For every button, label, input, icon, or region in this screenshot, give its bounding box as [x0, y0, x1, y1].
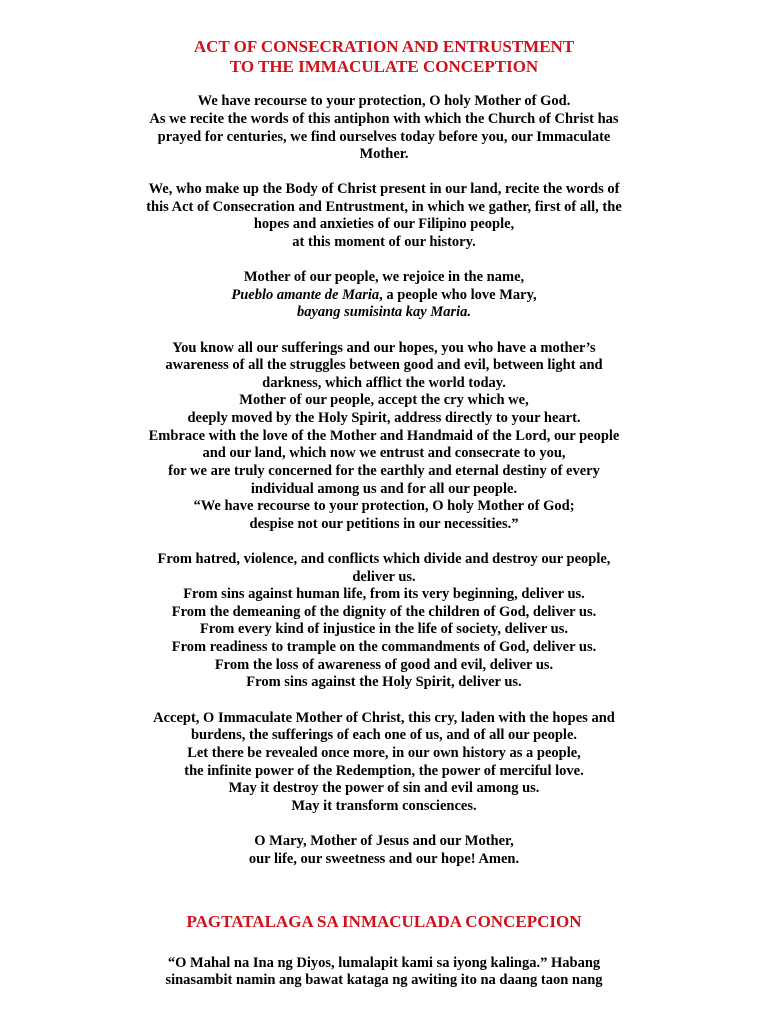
- paragraph3-line2-rest: , a people who love Mary,: [379, 287, 537, 303]
- paragraph4-line: You know all our sufferings and our hopes, you who have a mother’s: [172, 340, 596, 356]
- paragraph7-line: O Mary, Mother of Jesus and our Mother,: [254, 833, 514, 849]
- paragraph4-line: darkness, which afflict the world today.: [262, 375, 506, 391]
- paragraph1-line: prayed for centuries, we find ourselves today before you, our Immaculate: [157, 129, 611, 145]
- paragraph4-line: for we are truly concerned for the earthly and eternal destiny of every: [168, 463, 600, 479]
- paragraph5-line: From sins against human life, from its very beginning, deliver us.: [183, 586, 585, 602]
- paragraph4-line: “We have recourse to your protection, O holy Mother of God;: [193, 498, 575, 514]
- paragraph4-line: Mother of our people, accept the cry which we,: [239, 392, 529, 408]
- italic-phrase: Pueblo amante de Maria: [231, 287, 380, 303]
- paragraph3-line: bayang sumisinta kay Maria.: [296, 304, 472, 320]
- paragraph5-line: From readiness to trample on the commandments of God, deliver us.: [171, 639, 597, 655]
- paragraph2-line: We, who make up the Body of Christ present in our land, recite the words of: [148, 181, 620, 197]
- paragraph4-line: despise not our petitions in our necessities.”: [249, 516, 519, 532]
- paragraph6-line: burdens, the sufferings of each one of us, and of all our people.: [190, 727, 578, 743]
- paragraph5-line: deliver us.: [352, 569, 416, 585]
- paragraph1-line: As we recite the words of this antiphon with which the Church of Christ has: [149, 111, 619, 127]
- paragraph5-line: From every kind of injustice in the life of society, deliver us.: [200, 621, 568, 637]
- paragraph1-line: Mother.: [359, 146, 409, 162]
- paragraph6-line: the infinite power of the Redemption, the power of merciful love.: [184, 763, 584, 779]
- paragraph6-line: May it transform consciences.: [291, 798, 477, 814]
- paragraph3-line: [0, 287, 768, 304]
- paragraph5-line: From hatred, violence, and conflicts which divide and destroy our people,: [157, 551, 611, 567]
- paragraph6-line: May it destroy the power of sin and evil among us.: [228, 780, 540, 796]
- paragraph7-line: our life, our sweetness and our hope! Amen.: [248, 851, 520, 867]
- paragraph5-line: From sins against the Holy Spirit, deliver us.: [246, 674, 522, 690]
- paragraph2-line: this Act of Consecration and Entrustment, in which we gather, first of all, the: [146, 199, 622, 215]
- paragraph4-line: and our land, which now we entrust and consecrate to you,: [202, 445, 566, 461]
- paragraph5-line: From the loss of awareness of good and evil, deliver us.: [214, 657, 554, 673]
- paragraph6-line: Let there be revealed once more, in our own history as a people,: [187, 745, 581, 761]
- section2-title: PAGTATALAGA SA INMACULADA CONCEPCION: [186, 912, 582, 931]
- paragraph4-line: deeply moved by the Holy Spirit, address directly to your heart.: [187, 410, 581, 426]
- paragraph4-line: individual among us and for all our people.: [250, 481, 518, 497]
- paragraph6-line: Accept, O Immaculate Mother of Christ, this cry, laden with the hopes and: [153, 710, 615, 726]
- paragraph8-line: “O Mahal na Ina ng Diyos, lumalapit kami sa iyong kalinga.” Habang: [167, 955, 601, 971]
- paragraph1-line: We have recourse to your protection, O holy Mother of God.: [197, 93, 571, 109]
- paragraph5-line: From the demeaning of the dignity of the children of God, deliver us.: [171, 604, 597, 620]
- paragraph8-line: sinasambit namin ang bawat kataga ng awiting ito na daang taon nang: [165, 972, 603, 988]
- document-title-line1: ACT OF CONSECRATION AND ENTRUSTMENT: [193, 37, 575, 56]
- paragraph2-line: at this moment of our history.: [292, 234, 476, 250]
- paragraph3-line: Mother of our people, we rejoice in the name,: [243, 269, 525, 285]
- paragraph4-line: Embrace with the love of the Mother and Handmaid of the Lord, our people: [148, 428, 620, 444]
- document-title-line2: TO THE IMMACULATE CONCEPTION: [229, 57, 539, 76]
- paragraph2-line: hopes and anxieties of our Filipino people,: [253, 216, 515, 232]
- paragraph4-line: awareness of all the struggles between good and evil, between light and: [165, 357, 603, 373]
